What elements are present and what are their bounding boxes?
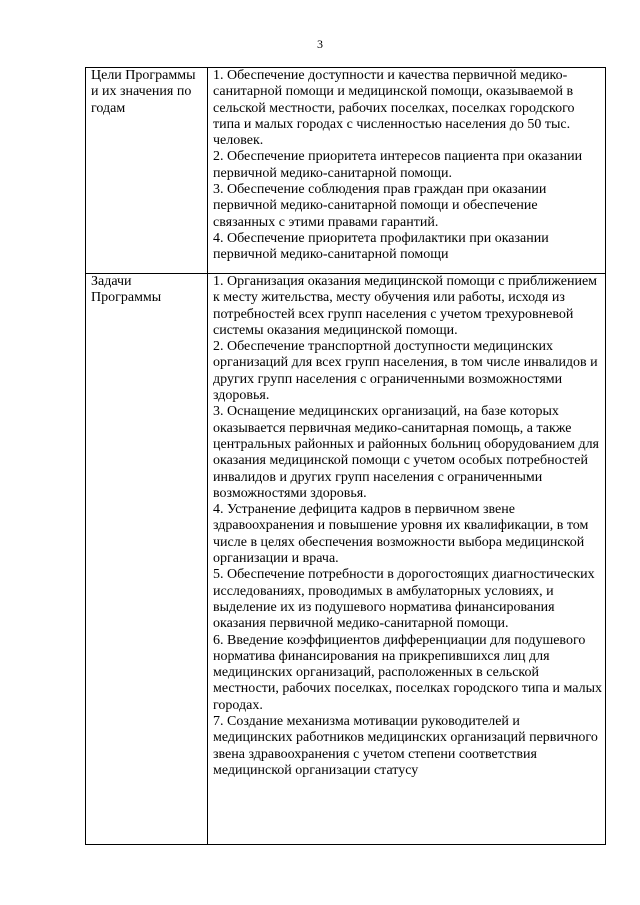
goals-content-cell <box>208 68 606 274</box>
goal-item-4: 4. Обеспечение приоритета профилактики при оказании первичной медико-санитарной помощи <box>213 230 549 263</box>
tasks-label: Задачи Программы <box>91 274 162 306</box>
task-item-3: 3. Оснащение медицинских организаций, на базе которых оказывается первичная медико-санитарная помощь, а также центральных районных и районных больниц оборудованием для оказания медицинской помощи с учетом особых потребностей инвалидов и других групп населения с ограниченными возможностями здоровья. <box>213 404 599 501</box>
goal-item-1: 1. Обеспечение доступности и качества первичной медико-санитарной помощи и медицинской помощи, оказываемой в сельской местности, рабочих поселках, поселках городского типа и малых городах с численностью населения до 50 тыс. человек. <box>213 68 575 149</box>
tasks-content-cell <box>208 274 606 845</box>
tasks-label-cell <box>86 274 208 845</box>
table-row-tasks <box>86 274 606 845</box>
goal-item-2: 2. Обеспечение приоритета интересов пациента при оказании первичной медико-санитарной помощи. <box>213 149 583 181</box>
program-passport-table <box>85 67 606 845</box>
task-item-1: 1. Организация оказания медицинской помощи с приближением к месту жительства, месту обучения или работы, исходя из потребностей всех групп населения с учетом трехуровневой системы оказания медицинской помощи. <box>213 274 598 338</box>
table-row-goals <box>86 68 606 274</box>
goal-item-3: 3. Обеспечение соблюдения прав граждан при оказании первичной медико-санитарной помощи и обеспечение связанных с этими правами гарантий. <box>213 182 547 230</box>
task-item-5: 5. Обеспечение потребности в дорогостоящих диагностических исследованиях, проводимых в амбулаторных условиях, и выделение их из подушевого норматива финансирования оказания первичной медико-санитарной помощи. <box>213 567 595 632</box>
page-number: 3 <box>317 37 323 51</box>
task-item-2: 2. Обеспечение транспортной доступности медицинских организаций для всех групп населения, в том числе инвалидов и других групп населения с ограниченными возможностями здоровья. <box>213 339 598 404</box>
goals-label: Цели Программы и их значения по годам <box>91 68 196 116</box>
goals-label-cell <box>86 68 208 274</box>
task-item-7: 7. Создание механизма мотивации руководителей и медицинских работников медицинских организаций первичного звена здравоохранения с учетом степени соответствия медицинской организации статусу <box>213 714 598 778</box>
task-item-4: 4. Устранение дефицита кадров в первичном звене здравоохранения и повышение уровня их квалификации, в том числе в целях обеспечения возможности выбора медицинской организации и врача. <box>213 502 589 567</box>
task-item-6: 6. Введение коэффициентов дифференциации для подушевого норматива финансирования на прикрепившихся лиц для медицинских организаций, расположенных в сельской местности, рабочих поселках, поселках городского типа и малых городах. <box>213 632 602 713</box>
